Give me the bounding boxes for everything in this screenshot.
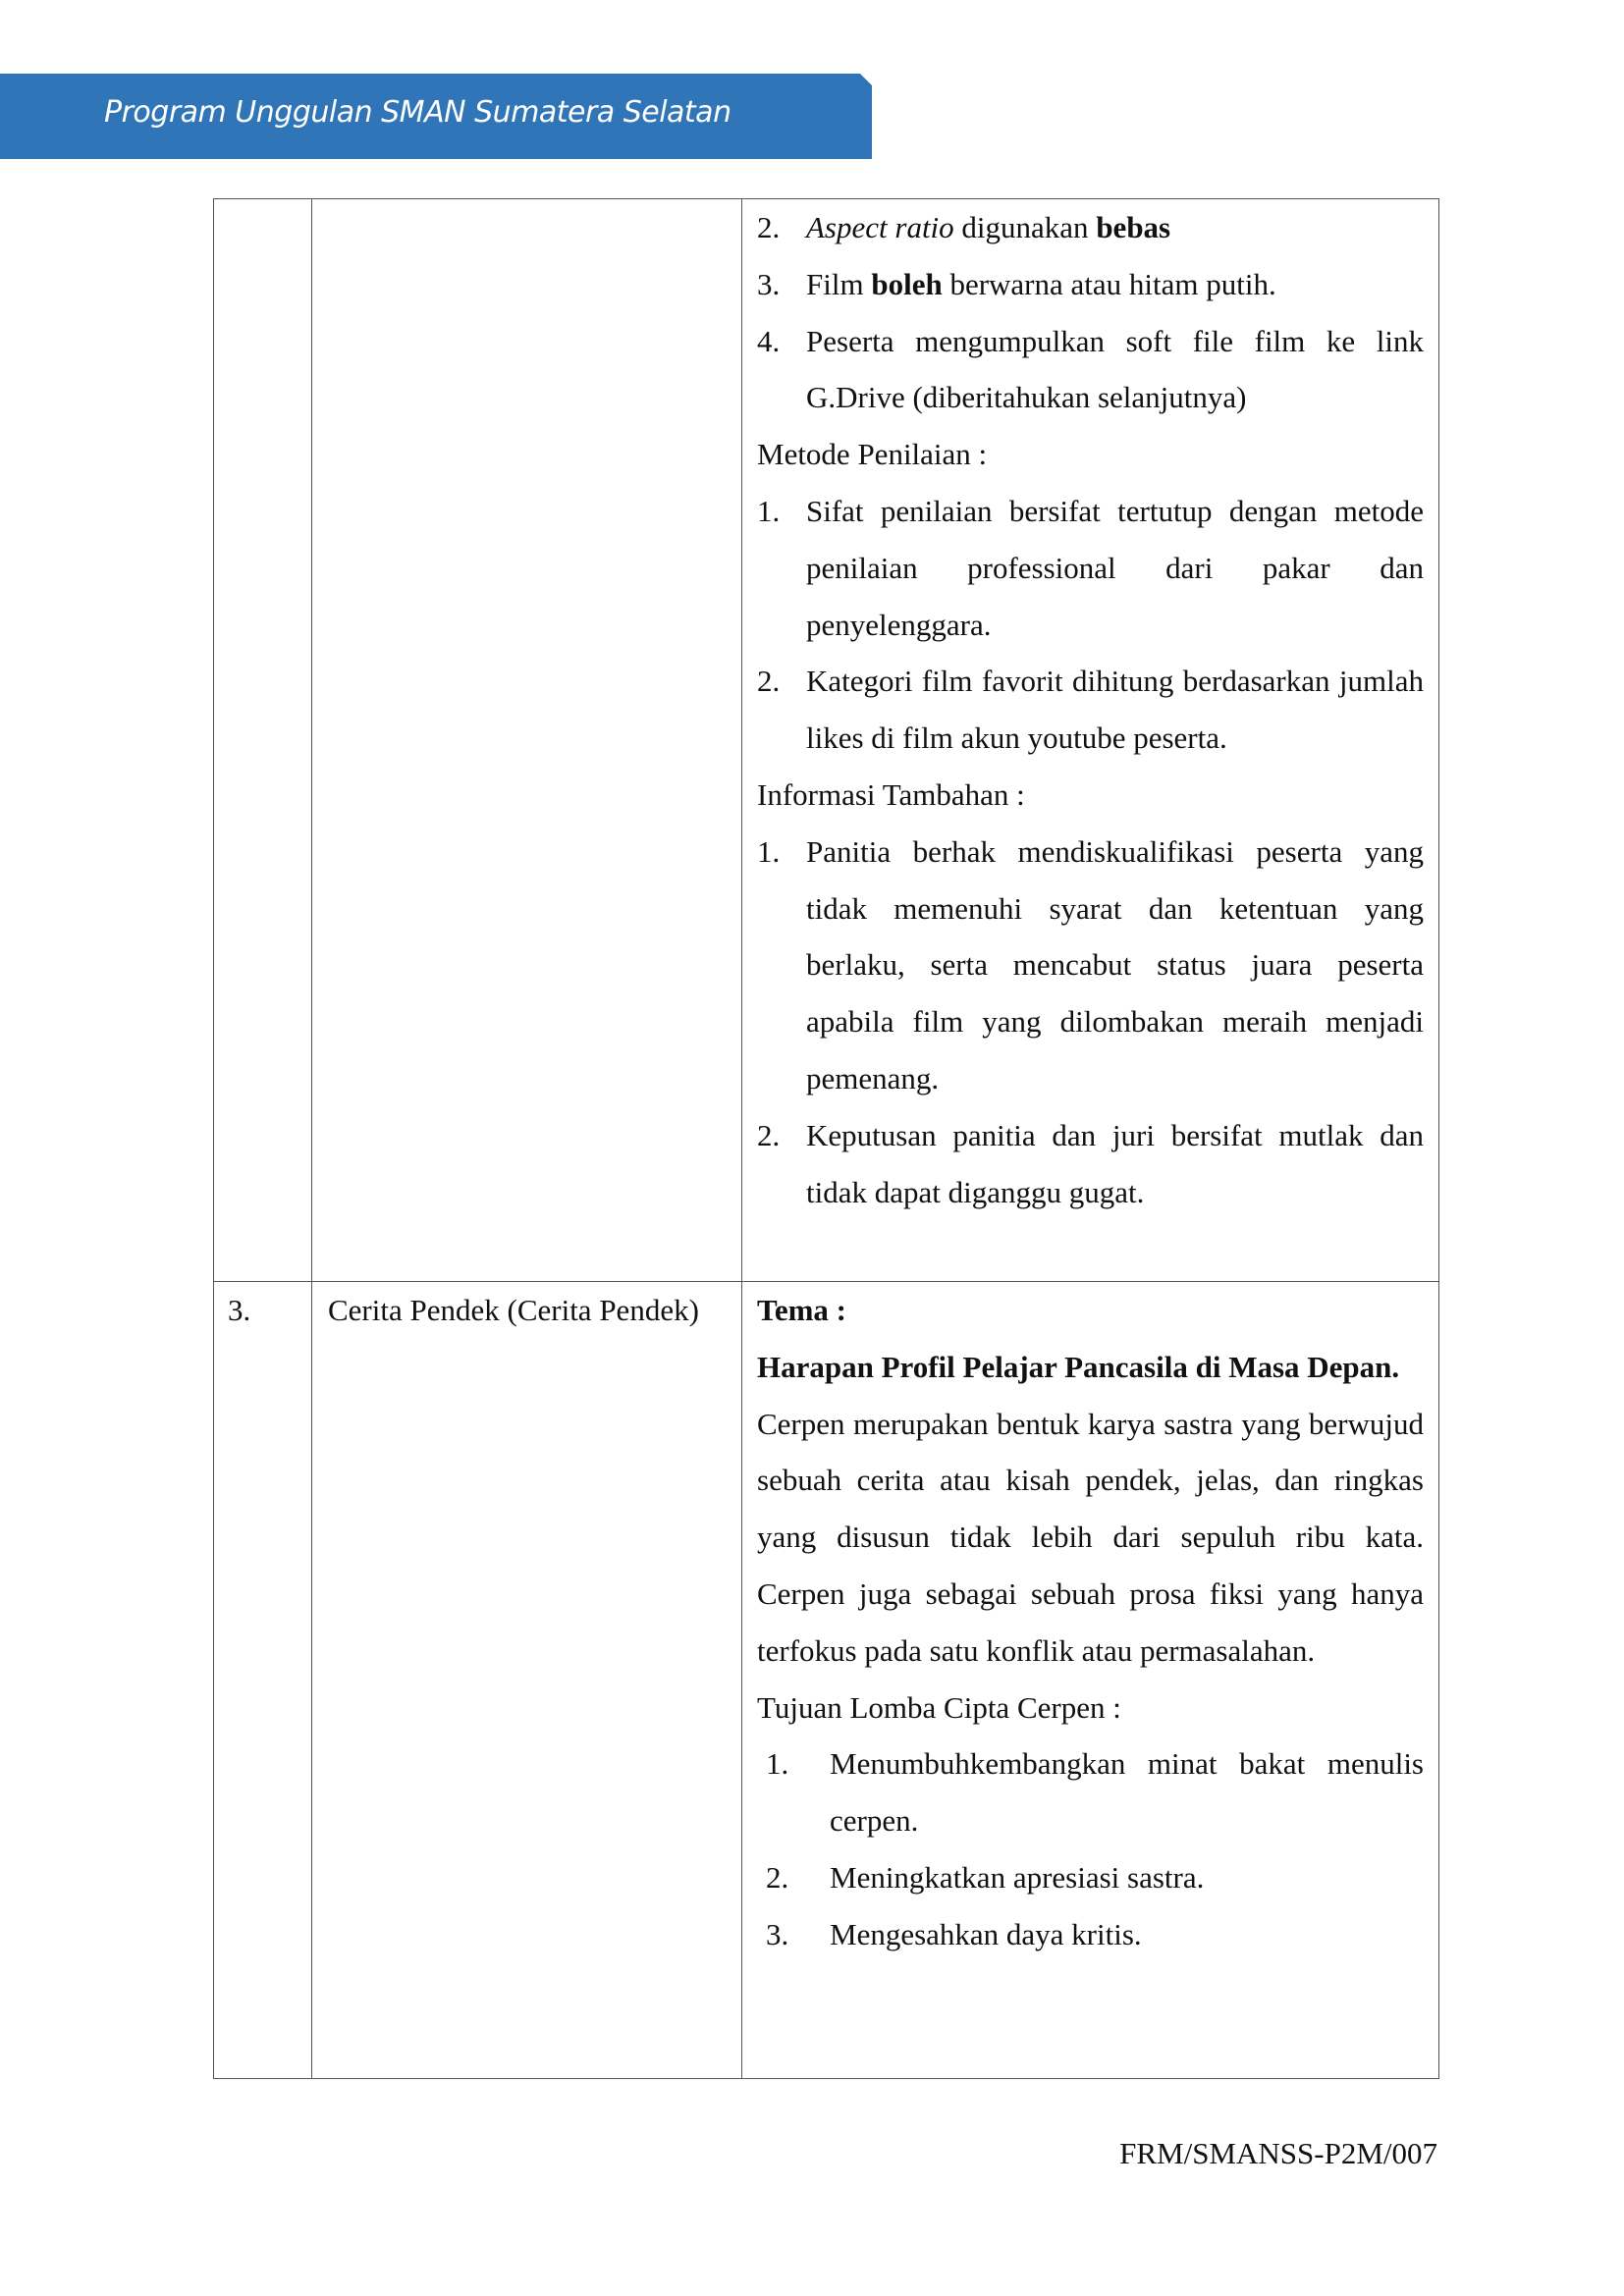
- list-item: 2. Keputusan panitia dan juri bersifat mutlak dan tidak dapat diganggu gugat.: [757, 1117, 1424, 1209]
- list-item: 3. Mengesahkan daya kritis.: [766, 1916, 1142, 1951]
- list-item: 2. Kategori film favorit dihitung berdasarkan jumlah likes di film akun youtube peserta.: [757, 664, 1424, 756]
- table-row: [214, 1282, 1439, 2079]
- tema-label: Tema :: [757, 1293, 846, 1327]
- list-item: 1. Menumbuhkembangkan minat bakat menulis cerpen.: [766, 1746, 1424, 1839]
- list-item: 1. Sifat penilaian bersifat tertutup dengan metode penilaian professional dari pakar dan penyelenggara.: [757, 493, 1424, 642]
- document-code: FRM/SMANSS-P2M/007: [1119, 2136, 1437, 2170]
- description-paragraph: Cerpen merupakan bentuk karya sastra yang berwujud sebuah cerita atau kisah pendek, jelas, dan ringkas yang disusun tidak lebih dari sepuluh ribu kata. Cerpen juga sebagai sebuah prosa fiksi yang hanya terfokus pada satu konflik atau permasalahan.: [757, 1406, 1424, 1668]
- category-cell: Cerita Pendek (Cerita Pendek): [312, 1282, 742, 2079]
- content-cell: [742, 1282, 1439, 2079]
- header-title: Program Unggulan SMAN Sumatera Selatan: [104, 95, 731, 130]
- table-row: [214, 199, 1439, 1282]
- tema-text: Harapan Profil Pelajar Pancasila di Masa Depan.: [757, 1349, 1400, 1384]
- list-item: 3. Film boleh berwarna atau hitam putih.: [757, 266, 1276, 301]
- category-cell: [312, 199, 742, 1282]
- list-item: 4. Peserta mengumpulkan soft file film ke link G.Drive (diberitahukan selanjutnya): [757, 323, 1424, 415]
- section-heading: Informasi Tambahan :: [757, 776, 1025, 812]
- list-item: 2. Aspect ratio digunakan bebas: [757, 210, 1171, 244]
- section-heading: Metode Penilaian :: [757, 437, 988, 472]
- list-item: 1. Panitia berhak mendiskualifikasi peserta yang tidak memenuhi syarat dan ketentuan yang berlaku, serta mencabut status juara peserta apabila film yang dilombakan meraih menjadi pemenang.: [757, 833, 1424, 1095]
- content-cell: [742, 199, 1439, 1282]
- section-heading: Tujuan Lomba Cipta Cerpen :: [757, 1689, 1121, 1725]
- row-number-cell: [214, 199, 312, 1282]
- competition-table: [213, 198, 1439, 2079]
- row-number-cell: 3.: [214, 1282, 312, 2079]
- list-item: 2. Meningkatkan apresiasi sastra.: [766, 1859, 1205, 1895]
